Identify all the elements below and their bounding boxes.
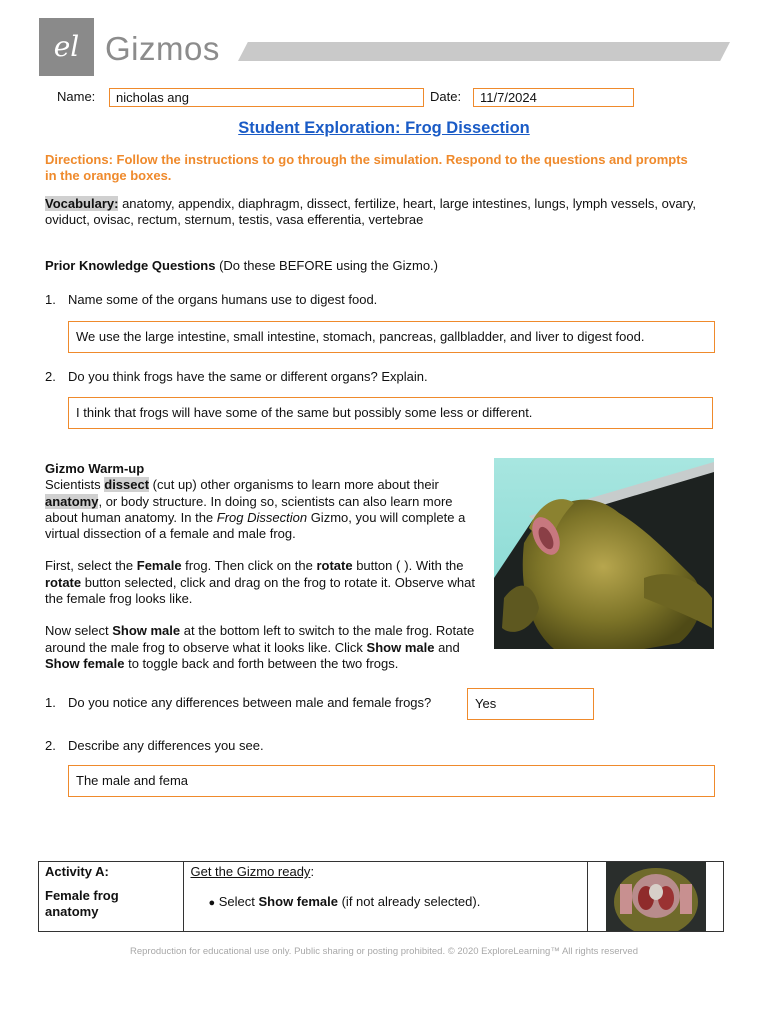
header-decorative-bar [238,42,730,61]
date-field[interactable]: 11/7/2024 [473,88,634,107]
term-anatomy: anatomy [45,493,99,509]
answer-box[interactable]: The male and fema [68,765,715,797]
name-field[interactable]: nicholas ang [109,88,424,107]
answer-box[interactable]: Yes [467,688,594,720]
activity-subtitle: Female frog anatomy [45,888,119,919]
gizmos-brand-text: Gizmos [105,30,220,67]
vocabulary-terms: anatomy, appendix, diaphragm, dissect, fertilize, heart, large intestines, lungs, lymph vessels, ovary, oviduct, ovisac, rectum, sternum, testis, vasa efferentia, vertebrae [45,196,697,227]
activity-step: ● Select Show female (if not already selected). [208,894,481,909]
question-number: 1. [45,695,56,710]
get-ready-text: Get the Gizmo ready [190,864,311,879]
warmup-paragraph-3: Now select Show male at the bottom left to switch to the male frog. Rotate around the male frog to observe what it looks like. Click Show male and Show female to toggle back and forth between the two frogs. [45,623,475,671]
warmup-paragraph-1: Scientists dissect (cut up) other organisms to learn more about their anatomy, or body structure. In doing so, scientists can also learn more about human anatomy. In the Frog Dissection Gizmo, you will complete a virtual dissection of a female and male frog. [45,477,466,542]
answer-box[interactable]: We use the large intestine, small intestine, stomach, pancreas, gallbladder, and liver to digest food. [68,321,715,353]
activity-title: Activity A: [45,864,109,879]
warmup-paragraph-2: First, select the Female frog. Then click on the rotate button ( ). With the rotate button selected, click and drag on the frog to rotate it. Observe what the female frog looks like. [45,558,475,607]
frog-3d-image [494,458,714,649]
warmup-section [45,461,485,672]
warmup-heading: Gizmo Warm-up [45,461,145,476]
question-number: 2. [45,738,56,753]
directions-text: Directions: Follow the instructions to go through the simulation. Respond to the questions and prompts in the orange boxes. [45,152,688,183]
logo-glyph: el [53,30,80,63]
question-text: Do you think frogs have the same or different organs? Explain. [68,369,428,384]
date-label: Date: [430,89,462,104]
bullet-icon: ● [208,897,216,909]
name-label: Name: [57,89,96,104]
activity-image-cell [588,862,724,932]
gizmos-logo-mark [39,18,94,76]
activity-instructions-cell [184,862,588,932]
prior-knowledge-note: (Do these BEFORE using the Gizmo.) [215,258,438,273]
activity-table [38,861,724,932]
question-text: Describe any differences you see. [68,738,264,753]
term-dissect: dissect [104,477,150,493]
question-text: Do you notice any differences between male and female frogs? [68,695,432,710]
dissected-frog-image [606,862,706,931]
question-number: 2. [45,369,56,384]
page-title: Student Exploration: Frog Dissection [238,119,530,137]
vocabulary-paragraph [45,196,725,228]
prior-knowledge-heading [45,258,705,274]
copyright-footer: Reproduction for educational use only. Public sharing or posting prohibited. © 2020 ExploreLearning™ All rights reserved [130,946,638,957]
question-number: 1. [45,292,56,307]
answer-box[interactable]: I think that frogs will have some of the same but possibly some less or different. [68,397,713,429]
vocabulary-label: Vocabulary: [45,196,119,211]
get-ready-colon: : [310,864,315,879]
activity-label-cell [39,862,184,932]
question-text: Name some of the organs humans use to digest food. [68,292,378,307]
prior-knowledge-title: Prior Knowledge Questions [45,258,216,273]
